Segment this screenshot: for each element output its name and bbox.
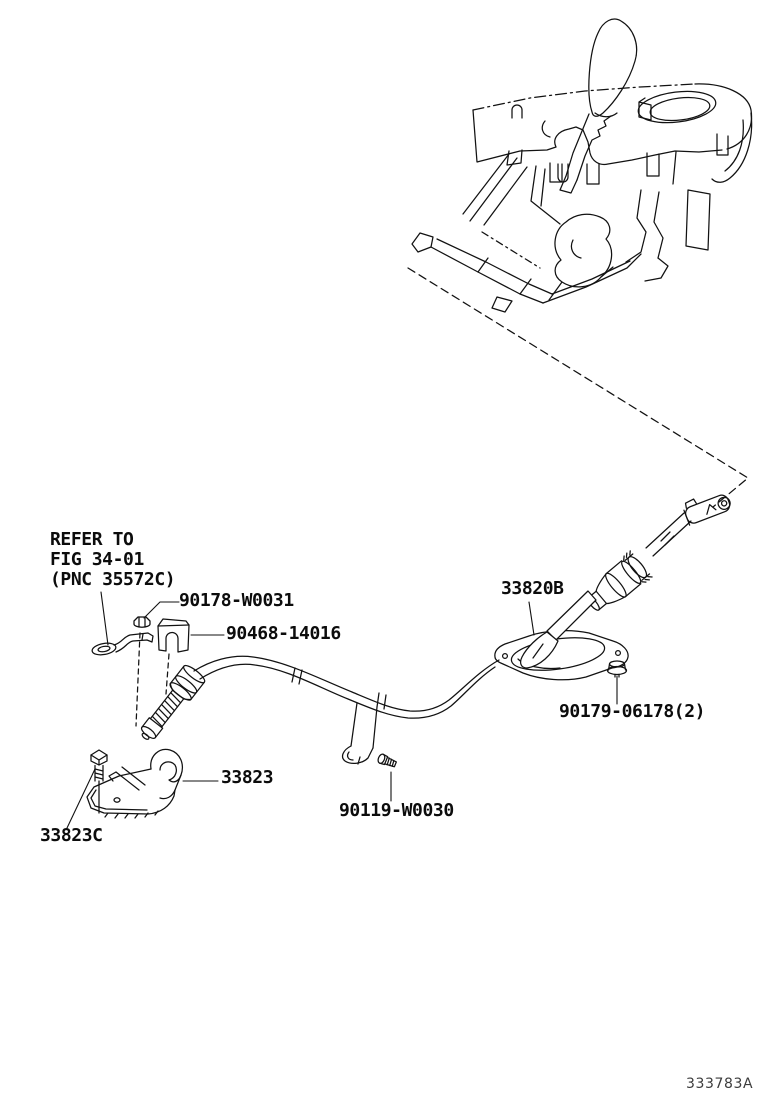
arm-nut [134,617,150,627]
refer-note-line1: REFER TO [50,529,134,550]
bracket-33823-drawing [87,749,182,818]
leader-90178 [144,602,179,618]
shift-lever-assembly-drawing [412,19,752,312]
refer-note-line3: (PNC 35572C) [50,569,176,590]
strap-bolt [377,753,397,769]
leader-lines [67,592,617,828]
leader-refer-note [101,592,108,645]
shift-arm-drawing [91,633,153,657]
projection-dashed-line [408,268,748,507]
assembly-dashed-right [166,654,169,694]
cable-adjuster-end [134,663,207,746]
refer-note-line2: FIG 34-01 [50,549,144,570]
figure-code: 333783A [686,1076,754,1092]
part-label-33823c: 33823C [40,825,103,846]
part-label-90178-w0031: 90178-W0031 [179,590,294,611]
cable-strap-bracket [343,703,377,764]
retainer-clip [158,619,189,652]
leader-33820b [529,602,534,635]
control-cable-drawing [134,487,733,769]
refer-note [50,530,175,590]
part-label-33823: 33823 [221,767,274,788]
part-label-90468-14016: 90468-14016 [226,623,341,644]
part-label-33820b: 33820B [501,578,564,599]
assembly-dashed-left [136,633,140,726]
part-label-90119-w0030: 90119-W0030 [339,800,454,821]
part-label-90179-06178: 90179-06178(2) [559,701,706,722]
